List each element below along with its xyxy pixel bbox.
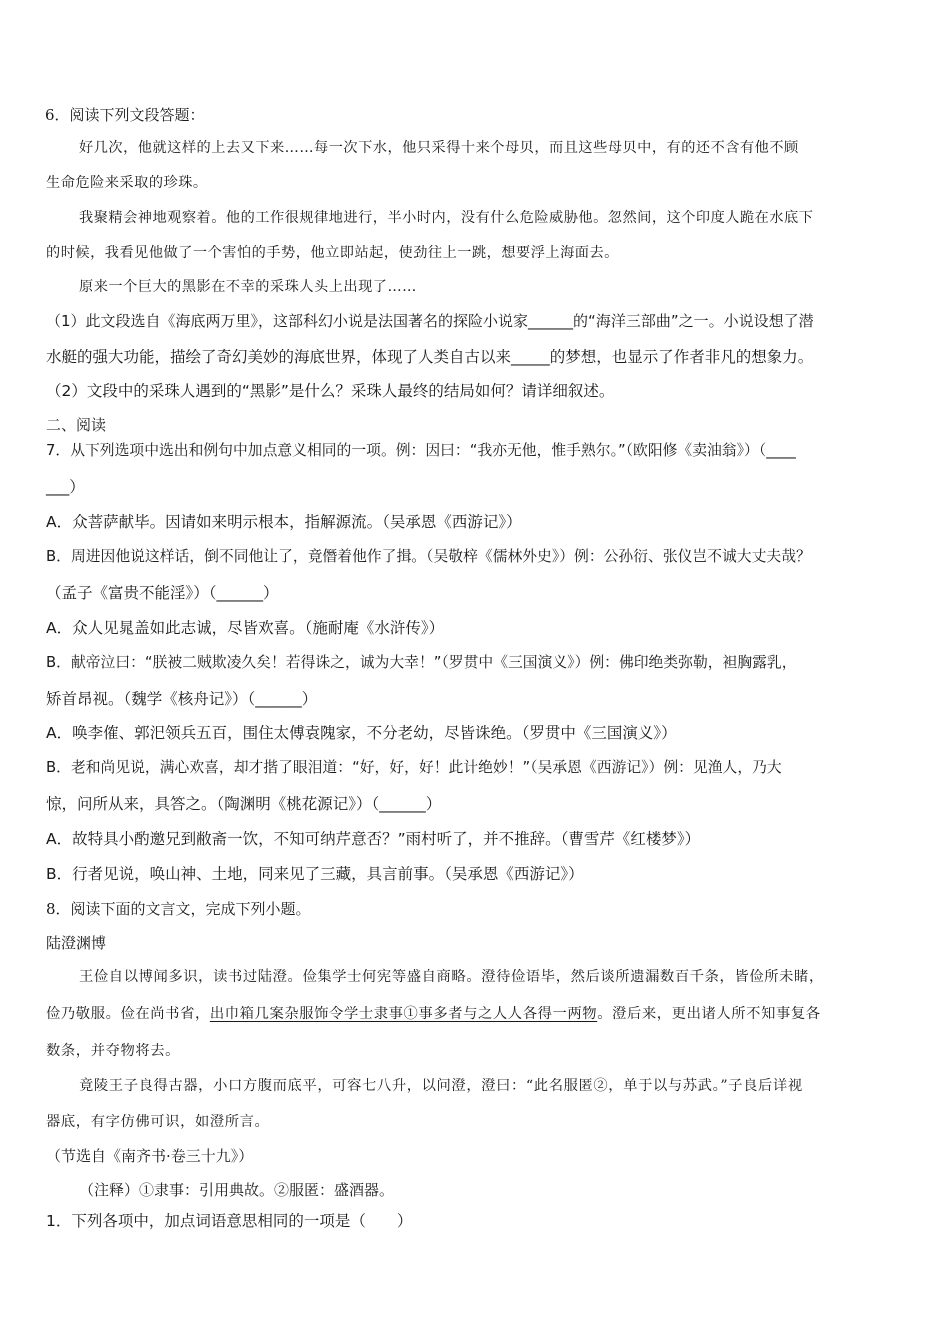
q6-subquestion-2: （2）文段中的采珠人遇到的“黑影”是什么？采珠人最终的结局如何？请详细叙述。 — [46, 382, 615, 400]
q8-passage-title: 陆澄渊博 — [46, 934, 107, 952]
q7-option-b-1-line-1: B．周进因他说这样话，倒不同他让了，竟僭着他作了揖。（吴敬梓《儒林外史》）例：公孙衍、张仪岂不诚大丈夫哉？ — [46, 548, 811, 565]
q6-paragraph-3: 原来一个巨大的黑影在不幸的采珠人头上出现了…… — [79, 279, 417, 295]
q8-paragraph-2-line-1: 竟陵王子良得古器，小口方腹而底平，可容七八升，以问澄，澄曰：“此名服匿②，单于以与苏武。”子良后详视 — [79, 1078, 803, 1094]
q6-paragraph-1-line-2: 生命危险来采取的珍珠。 — [46, 175, 208, 191]
section-2-title: 二、阅读 — [46, 416, 107, 434]
q8-source: （节选自《南齐书·卷三十九》） — [46, 1147, 254, 1165]
q6-paragraph-2-line-1: 我聚精会神地观察着。他的工作很规律地进行，半小时内，没有什么危险威胁他。忽然间，这个印度人跪在水底下 — [79, 210, 814, 226]
q7-option-b-2-line-2: 矫首昂视。（魏学《核舟记》）（______） — [46, 690, 318, 708]
q7-option-b-3-line-1: B．老和尚见说，满心欢喜，却才揩了眼泪道：“好，好，好！此计绝妙！”（吴承恩《西游记》）例：见渔人，乃大 — [46, 759, 782, 776]
q7-option-b-1-line-2: （孟子《富贵不能淫》）（______） — [46, 584, 279, 602]
q6-paragraph-2-line-2: 的时候，我看见他做了一个害怕的手势，他立即站起，使劲往上一跳，想要浮上海面去。 — [46, 245, 619, 261]
q7-option-b-3-line-2: 惊，问所从来，具答之。（陶渊明《桃花源记》）（______） — [46, 795, 442, 813]
q7-option-a-4: A．故特具小酌邀兄到敝斋一饮，不知可纳芹意否？”雨村听了，并不推辞。（曹雪芹《红楼梦》） — [46, 830, 701, 848]
q8-heading: 8．阅读下面的文言文，完成下列小题。 — [46, 900, 311, 918]
q8-annotation: （注释）①隶事：引用典故。②服匿：盛酒器。 — [79, 1181, 395, 1199]
q7-option-b-4: B．行者见说，唤山神、土地，同来见了三藏，具言前事。（吴承恩《西游记》） — [46, 865, 584, 883]
q7-stem-line-1: 7．从下列选项中选出和例句中加点意义相同的一项。例：因曰：“我亦无他，惟手熟尔。”（欧阳修《卖油翁》）（____ — [46, 442, 796, 459]
q8-subquestion-1: 1．下列各项中，加点词语意思相同的一项是（ ） — [46, 1212, 413, 1230]
q8-underlined-sentence: 出巾箱几案杂服饰令学士隶事①事多者与之人人各得一两物 — [209, 1006, 598, 1022]
q7-option-a-2: A．众人见晁盖如此志诚，尽皆欢喜。（施耐庵《水浒传》） — [46, 619, 445, 637]
q8-paragraph-1-line-2 — [46, 1004, 821, 1024]
q6-heading: 6．阅读下列文段答题： — [45, 106, 205, 124]
q7-stem-line-2: ___） — [46, 478, 85, 496]
q7-option-a-1: A．众菩萨献毕。因请如来明示根本，指解源流。（吴承恩《西游记》） — [46, 513, 522, 531]
q8-paragraph-1-line-3: 数条，并夺物将去。 — [46, 1043, 181, 1059]
q6-subquestion-1-line-1: （1）此文段选自《海底两万里》，这部科幻小说是法国著名的探险小说家______的“海洋三部曲”之一。小说设想了潜 — [46, 312, 814, 330]
q8-paragraph-1-line-1: 王俭自以博闻多识，读书过陆澄。俭集学士何宪等盛自商略。澄待俭语毕，然后谈所遗漏数百千条，皆俭所未睹， — [79, 969, 824, 985]
q8-paragraph-1-line-2-start: 俭乃敬服。俭在尚书省， — [46, 1006, 210, 1022]
q6-subquestion-1-line-2: 水艇的强大功能，描绘了奇幻美妙的海底世界，体现了人类自古以来_____的梦想，也显示了作者非凡的想象力。 — [46, 348, 814, 366]
q6-paragraph-1-line-1: 好几次，他就这样的上去又下来……每一次下水，他只采得十来个母贝，而且这些母贝中，有的还不含有他不顾 — [79, 140, 799, 156]
q8-paragraph-2-line-2: 器底，有字仿佛可识，如澄所言。 — [46, 1114, 270, 1130]
q8-paragraph-1-line-2-end: 。澄后来，更出诸人所不知事复各 — [597, 1006, 821, 1022]
q7-option-a-3: A．唤李傕、郭汜领兵五百，围住太傅袁隗家，不分老幼，尽皆诛绝。（罗贯中《三国演义》） — [46, 724, 677, 742]
q7-option-b-2-line-1: B．献帝泣曰：“朕被二贼欺凌久矣！若得诛之，诚为大幸！”（罗贯中《三国演义》）例：佛印绝类弥勒，袒胸露乳， — [46, 654, 797, 671]
